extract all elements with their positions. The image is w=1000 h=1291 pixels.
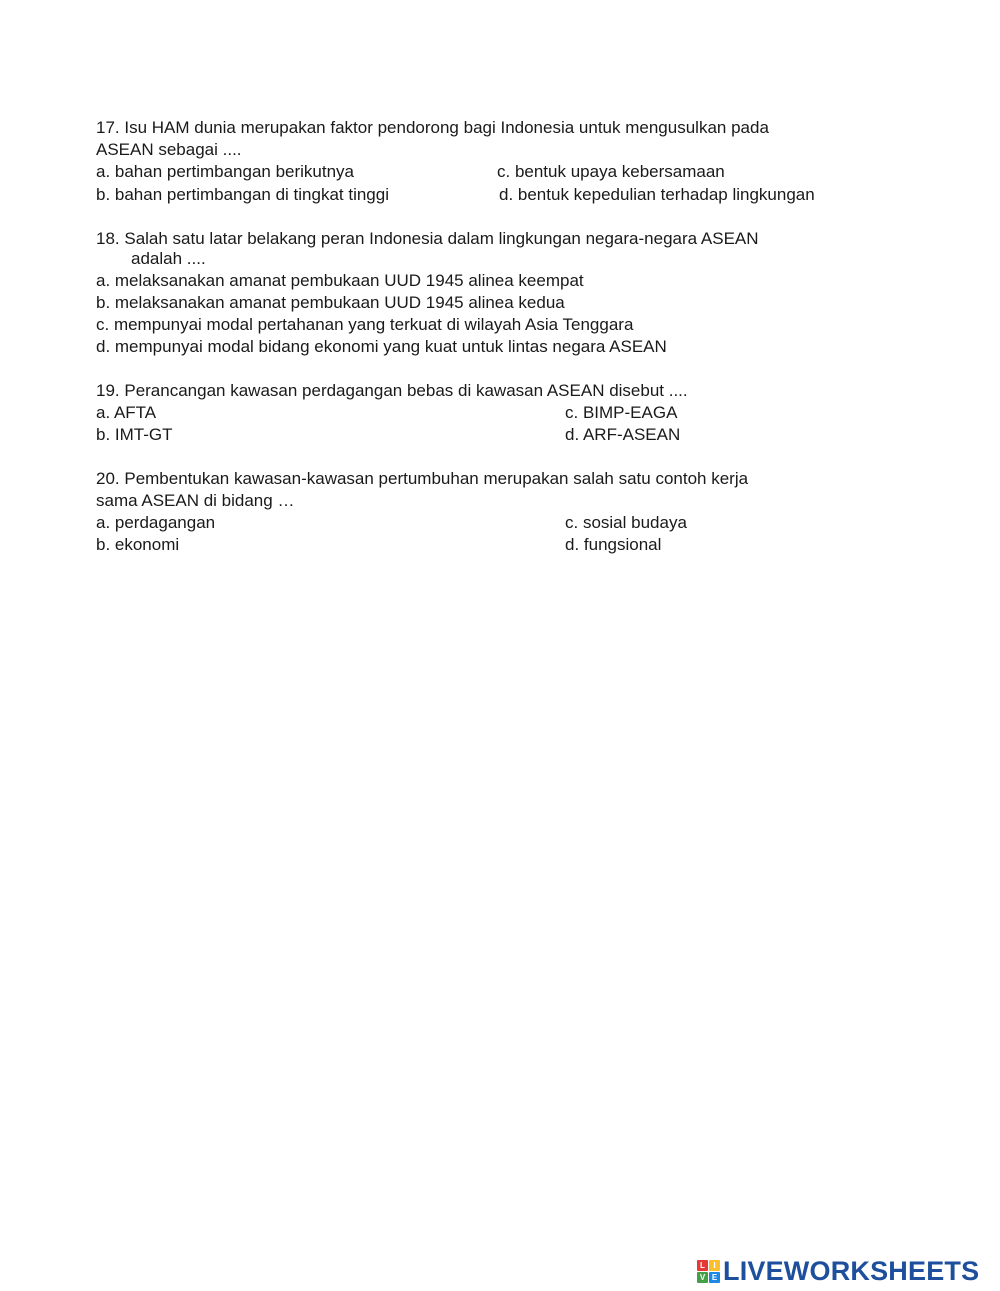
q19-option-c: c. BIMP-EAGA bbox=[565, 403, 678, 422]
logo-mark-icon bbox=[697, 1260, 720, 1283]
q18-option-d: d. mempunyai modal bidang ekonomi yang kuat untuk lintas negara ASEAN bbox=[96, 337, 667, 356]
q17-option-a: a. bahan pertimbangan berikutnya bbox=[96, 162, 355, 181]
q17-option-b: b. bahan pertimbangan di tingkat tinggi bbox=[96, 185, 389, 204]
question-20-text-cont: sama ASEAN di bidang … bbox=[96, 491, 295, 510]
logo-mark-letter: I bbox=[709, 1260, 720, 1271]
question-20-text: 20. Pembentukan kawasan-kawasan pertumbuhan merupakan salah satu contoh kerja bbox=[96, 469, 749, 488]
question-18-text-cont: adalah .... bbox=[131, 249, 206, 268]
q19-option-d: d. ARF-ASEAN bbox=[565, 425, 681, 444]
q20-option-c: c. sosial budaya bbox=[565, 513, 687, 532]
q17-option-c: c. bentuk upaya kebersamaan bbox=[497, 162, 725, 181]
logo-text: LIVEWORKSHEETS bbox=[723, 1256, 980, 1286]
logo-mark-letter: E bbox=[709, 1272, 720, 1283]
q20-option-d: d. fungsional bbox=[565, 535, 662, 554]
q18-option-b: b. melaksanakan amanat pembukaan UUD 1945 alinea kedua bbox=[96, 293, 565, 312]
q20-option-b: b. ekonomi bbox=[96, 535, 180, 554]
q18-option-a: a. melaksanakan amanat pembukaan UUD 1945 alinea keempat bbox=[96, 271, 584, 290]
q19-option-b: b. IMT-GT bbox=[96, 425, 173, 444]
q18-option-c: c. mempunyai modal pertahanan yang terkuat di wilayah Asia Tenggara bbox=[96, 315, 634, 334]
question-19-text: 19. Perancangan kawasan perdagangan bebas di kawasan ASEAN disebut .... bbox=[96, 381, 688, 400]
question-17-text-cont: ASEAN sebagai .... bbox=[96, 140, 242, 159]
question-18-text: 18. Salah satu latar belakang peran Indonesia dalam lingkungan negara-negara ASEAN bbox=[96, 229, 759, 248]
q20-option-a: a. perdagangan bbox=[96, 513, 216, 532]
logo-mark-letter: V bbox=[697, 1272, 708, 1283]
q19-option-a: a. AFTA bbox=[96, 403, 157, 422]
liveworksheets-logo bbox=[697, 1257, 979, 1285]
logo-mark-letter: L bbox=[697, 1260, 708, 1271]
q17-option-d: d. bentuk kepedulian terhadap lingkungan bbox=[499, 185, 815, 204]
question-17-text: 17. Isu HAM dunia merupakan faktor pendorong bagi Indonesia untuk mengusulkan pada bbox=[96, 118, 769, 137]
